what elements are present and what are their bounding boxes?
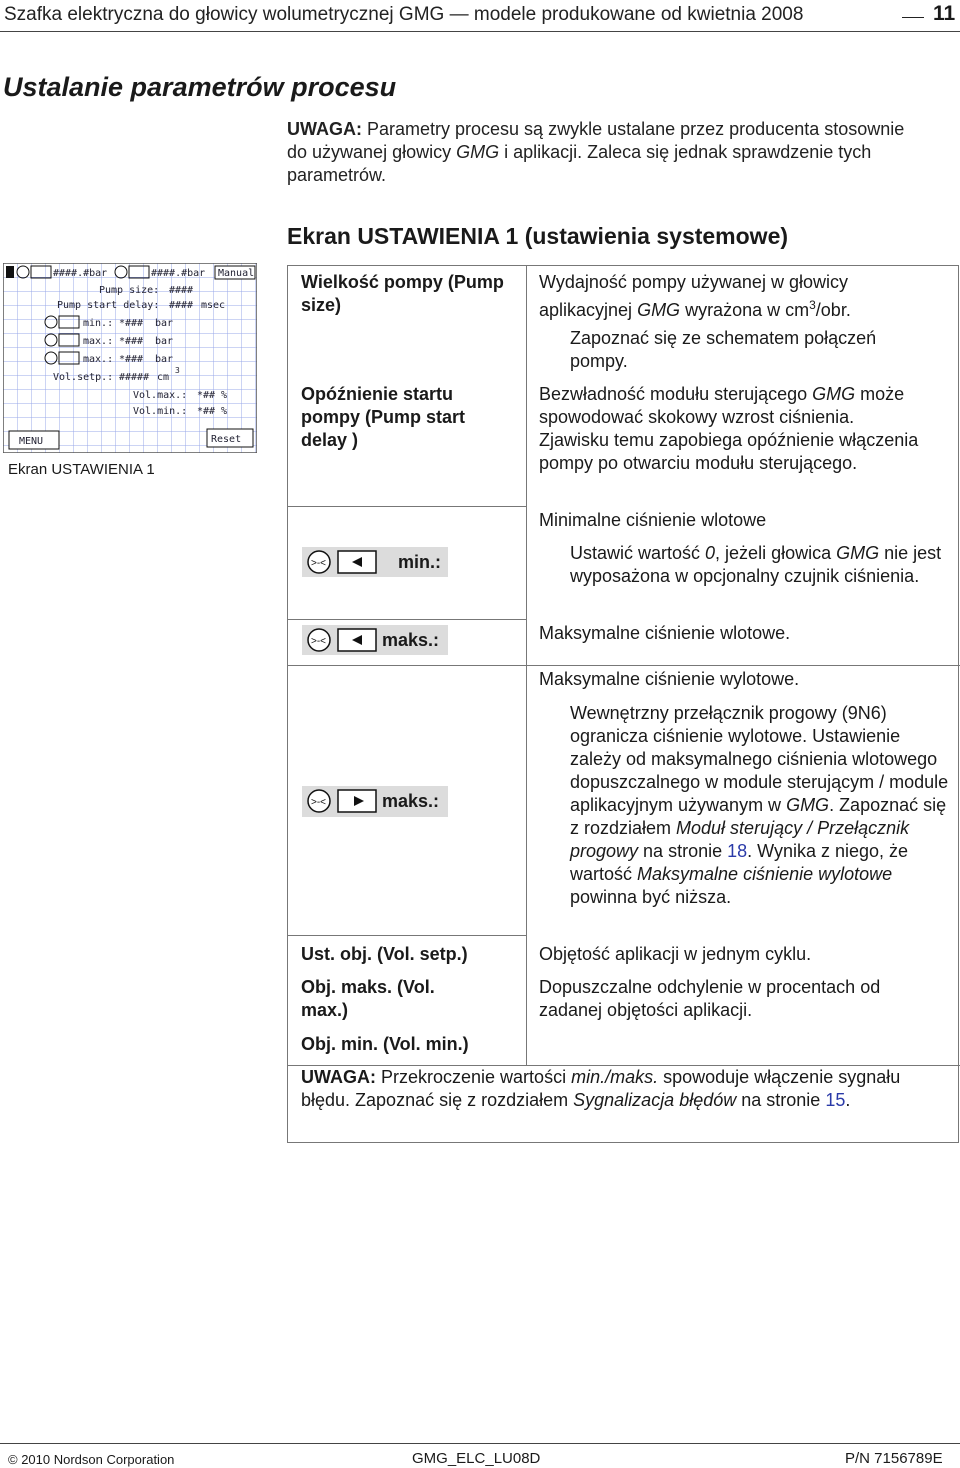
- screen-volmax-val: *##: [197, 390, 216, 401]
- screen-pump-size: Pump size:: [99, 285, 160, 296]
- screen-volsetp-val: #####: [119, 372, 150, 383]
- pump-icon: [308, 551, 330, 573]
- outlet-max-desc: Maksymalne ciśnienie wylotowe.: [539, 669, 800, 689]
- screen-manual-button[interactable]: Manual: [218, 268, 255, 279]
- pump-delay-desc: Bezwładność modułu sterującego GMG może spowodować skokowy wzrost ciśnienia. Zjawisku temu zapobiega opóźnienie włączenia pompy po otwarciu modułu sterującego.: [539, 384, 919, 473]
- row-separator: [288, 506, 526, 507]
- screen-max2-val: *###: [119, 354, 144, 365]
- screen-max2-unit: bar: [155, 354, 174, 365]
- footer-copyright: © 2010 Nordson Corporation: [8, 1452, 175, 1467]
- screen-cm: cm: [157, 372, 170, 383]
- settings-screen-image: [3, 263, 257, 453]
- row-separator: [288, 665, 960, 666]
- header-rule: [0, 31, 960, 32]
- screen-msec: msec: [201, 300, 226, 311]
- screen-volmin-val: *##: [197, 406, 216, 417]
- outlet-max-tile-label: maks.:: [382, 791, 440, 811]
- footer-rule: [0, 1443, 960, 1444]
- screen-reset-button[interactable]: Reset: [211, 434, 242, 445]
- note-part1: Parametry procesu są zwykle ustalane przez producenta stosownie do używanej głowicy: [287, 119, 905, 162]
- pump-size-desc: Wydajność pompy używanej w głowicy aplikacyjnej GMG wyrażona w $cm^3$/obr.: [539, 272, 851, 320]
- inlet-max-tile: [302, 625, 448, 655]
- outlet-max-desc2: Wewnętrzny przełącznik progowy (9N6) ogranicza ciśnienie wylotowe. Ustawienie zależy od maksymalnego ciśnienia wlotowego dopuszczalnego w module sterującym / module aplikacyjnym używanym w GMG. Zapoznać się z rozdziałem Moduł sterujący / Przełącznik progowy na stronie 18. Wynika z niego, że wartość Maksymalne ciśnienie wylotowe powinna być niższa.: [570, 703, 949, 907]
- row-separator: [288, 935, 526, 936]
- screen-max1-val: *###: [119, 336, 144, 347]
- valve-icon: [338, 790, 376, 812]
- vol-setp-label: Ust. obj. (Vol. setp.): [301, 944, 468, 964]
- screen-volmax-pct: %: [221, 390, 228, 401]
- screen-max2: max.:: [83, 354, 114, 365]
- page-link-18[interactable]: 18: [727, 841, 748, 861]
- screen-volmin: Vol.min.:: [133, 406, 188, 417]
- parameter-table: [287, 265, 959, 1143]
- page-link-15[interactable]: 15: [825, 1090, 846, 1110]
- screen-menu-button[interactable]: MENU: [19, 436, 44, 447]
- row-separator: [288, 619, 526, 620]
- vol-min-label: Obj. min. (Vol. min.): [301, 1034, 469, 1054]
- screen-volmin-pct: %: [221, 406, 228, 417]
- page-header: [0, 2, 960, 32]
- vol-max-label: Obj. maks. (Vol. max.): [301, 977, 435, 1020]
- pump-size-desc2: Zapoznać się ze schematem połączeń pompy.: [570, 328, 877, 371]
- screen-heading: Ekran USTAWIENIA 1 (ustawienia systemowe): [287, 223, 789, 249]
- screen-volmax: Vol.max.:: [133, 390, 188, 401]
- header-title: Szafka elektryczna do głowicy wolumetrycznej GMG — modele produkowane od kwietnia 2008: [4, 4, 804, 25]
- valve-icon: [338, 551, 376, 573]
- section-title: Ustalanie parametrów procesu: [3, 72, 397, 102]
- inlet-min-desc: Minimalne ciśnienie wlotowe: [539, 510, 767, 530]
- inlet-min-tile: [302, 547, 448, 577]
- inlet-max-tile-label: maks.:: [382, 630, 440, 650]
- screen-volsetp: Vol.setp.:: [53, 372, 114, 383]
- inlet-max-desc: Maksymalne ciśnienie wlotowe.: [539, 623, 791, 643]
- bar-icon: [6, 266, 14, 278]
- page-number: 11: [933, 2, 956, 25]
- pump-icon: [308, 790, 330, 812]
- valve-icon: [338, 629, 376, 651]
- screen-min-unit: bar: [155, 318, 174, 329]
- inlet-min-tile-label: min.:: [398, 552, 441, 572]
- screen-min: min.:: [83, 318, 114, 329]
- pump-size-label: Wielkość pompy (Pump size): [301, 272, 504, 315]
- note-label: UWAGA:: [287, 119, 362, 139]
- vol-setp-desc: Objętość aplikacji w jednym cyklu.: [539, 944, 812, 964]
- warning-paragraph: UWAGA: Przekroczenie wartości min./maks. spowoduje włączenie sygnału błędu. Zapoznać się z rozdziałem Sygnalizacja błędów na stronie 15.: [301, 1067, 901, 1110]
- footer-part-number: P/N 7156789E: [845, 1450, 943, 1467]
- svg-text:>-<: >-<: [311, 797, 327, 808]
- header-dash: [902, 17, 924, 18]
- screen-pump-size-val: ####: [169, 285, 194, 296]
- screen-cube: 3: [175, 366, 180, 375]
- outlet-max-tile: [302, 786, 448, 817]
- pump-icon: [308, 629, 330, 651]
- screen-min-val: *###: [119, 318, 144, 329]
- note-part2: i aplikacji. Zaleca się jednak sprawdzenie tych parametrów.: [287, 142, 872, 185]
- svg-text:>-<: >-<: [311, 636, 327, 647]
- screen-row1-right: ####.#bar: [151, 268, 206, 279]
- screen-max1: max.:: [83, 336, 114, 347]
- svg-text:>-<: >-<: [311, 558, 327, 569]
- vol-dev-desc: Dopuszczalne odchylenie w procentach od zadanej objętości aplikacji.: [539, 977, 881, 1020]
- note-paragraph: [287, 118, 927, 187]
- screen-pump-start-val: ####: [169, 300, 194, 311]
- footer-doc-id: GMG_ELC_LU08D: [412, 1450, 541, 1467]
- screen-pump-start: Pump start delay:: [57, 300, 160, 311]
- screen-caption: Ekran USTAWIENIA 1: [8, 461, 155, 478]
- screen-row1-left: ####.#bar: [53, 268, 108, 279]
- note-gmg: GMG: [456, 142, 500, 162]
- pump-delay-label: Opóźnienie startu pompy (Pump start delay ): [301, 384, 466, 450]
- inlet-min-desc2: Ustawić wartość 0, jeżeli głowica GMG nie jest wyposażona w opcjonalny czujnik ciśnienia.: [570, 543, 942, 586]
- screen-max1-unit: bar: [155, 336, 174, 347]
